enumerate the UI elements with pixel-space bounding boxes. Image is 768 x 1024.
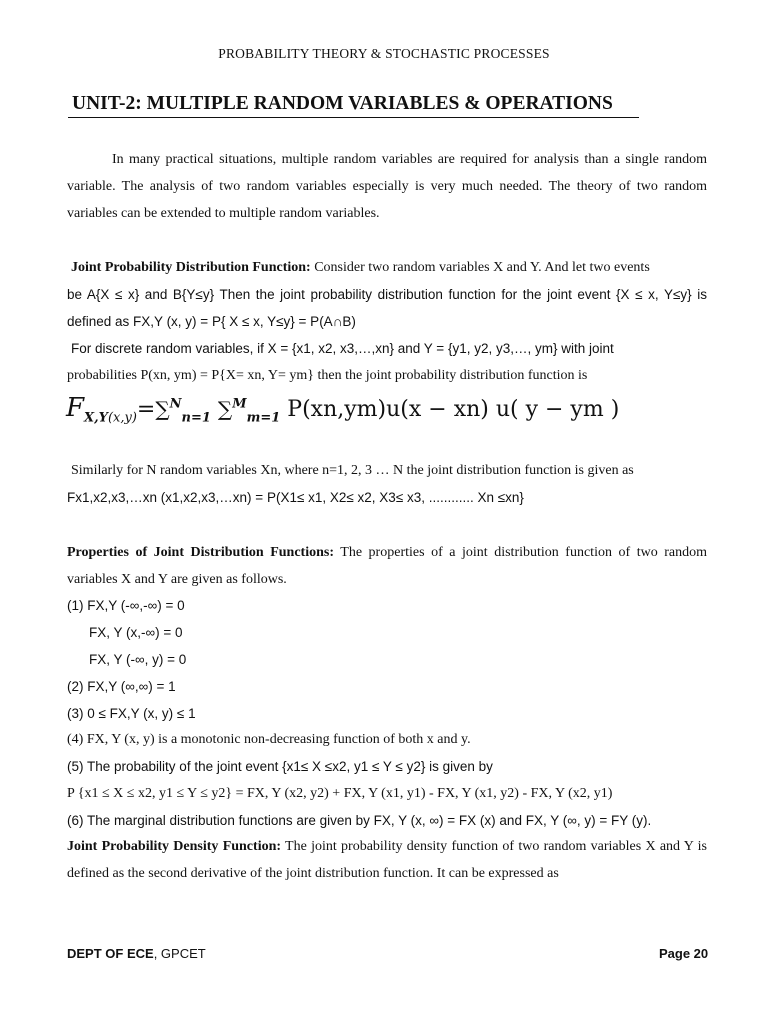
jpdf-heading: Joint Probability Distribution Function:	[71, 260, 311, 275]
formula-sum1: ∑	[155, 397, 170, 421]
formula-sum2: ∑	[217, 397, 233, 421]
properties-heading: Properties of Joint Distribution Functions:	[67, 545, 334, 560]
density-paragraph	[67, 833, 707, 887]
formula-f: F	[66, 393, 85, 423]
properties-paragraph	[67, 539, 707, 593]
property-1b: FX, Y (x,-∞) = 0	[89, 625, 183, 640]
property-5: (5) The probability of the joint event {x1≤ X ≤x2, y1 ≤ Y ≤ y2} is given by	[67, 759, 493, 774]
discrete-text-2: probabilities P(xn, ym) = P{X= xn, Y= ym} then the joint probability distribution function is	[67, 368, 588, 383]
formula-sum2-lower: m=1	[246, 410, 281, 426]
property-1: (1) FX,Y (-∞,-∞) = 0	[67, 598, 185, 613]
property-6: (6) The marginal distribution functions are given by FX, Y (x, ∞) = FX (x) and FX, Y (∞, y) = FY (y).	[67, 813, 652, 828]
unit-title: UNIT-2: MULTIPLE RANDOM VARIABLES & OPERATIONS	[68, 93, 639, 118]
footer-dept-rest: , GPCET	[153, 946, 206, 961]
running-head: PROBABILITY THEORY & STOCHASTIC PROCESSES	[218, 46, 550, 61]
intro-paragraph: In many practical situations, multiple random variables are required for analysis than a single random variable. The analysis of two random variables especially is very much needed. The theory of two random variables can be extended to multiple random variables.	[67, 152, 707, 221]
footer-dept-bold: DEPT OF ECE	[67, 946, 154, 961]
formula-body: P(xn,ym)u(x − xn) u( y − ym )	[287, 397, 620, 422]
formula-sub-args: (x,y)	[107, 410, 137, 426]
property-5-formula: P {x1 ≤ X ≤ x2, y1 ≤ Y ≤ y2} = FX, Y (x2, y2) + FX, Y (x1, y1) - FX, Y (x1, y2) - FX, Y (x2, y1)	[67, 786, 613, 801]
properties-intro-text: The properties of a joint distribution function of two random variables X and Y are given as follows.	[67, 545, 707, 587]
formula-sum2-upper: M	[232, 396, 247, 412]
formula-eq: =	[136, 397, 156, 422]
property-1c: FX, Y (-∞, y) = 0	[89, 652, 187, 667]
density-heading: Joint Probability Density Function:	[67, 839, 282, 854]
property-2: (2) FX,Y (∞,∞) = 1	[67, 679, 176, 694]
property-3: (3) 0 ≤ FX,Y (x, y) ≤ 1	[67, 706, 196, 721]
jpdf-intro-text: Consider two random variables X and Y. And let two events	[310, 260, 650, 275]
formula-sub-xy: X,Y	[84, 410, 108, 426]
discrete-text-1: For discrete random variables, if X = {x1, x2, x3,…,xn} and Y = {y1, y2, y3,…, ym} with joint	[71, 341, 614, 356]
joint-distribution-formula	[66, 393, 619, 429]
n-variables-line1: Similarly for N random variables Xn, where n=1, 2, 3 … N the joint distribution function is given as	[71, 463, 634, 478]
jpdf-paragraph-line1	[67, 254, 707, 281]
footer-page-number: Page 20	[659, 946, 709, 961]
density-text: The joint probability density function of two random variables X and Y is defined as the second derivative of the joint distribution function. It can be expressed as	[67, 839, 708, 881]
jpdf-definition: be A{X ≤ x} and B{Y≤y} Then the joint probability distribution function for the joint event {X ≤ x, Y≤y} is defined as FX,Y (x, y) = P{ X ≤ x, Y≤y} = P(A∩B)	[67, 287, 707, 329]
n-variables-line2: Fx1,x2,x3,…xn (x1,x2,x3,…xn) = P(X1≤ x1, X2≤ x2, X3≤ x3, ............ Xn ≤xn}	[67, 490, 524, 505]
formula-sum1-upper: N	[169, 396, 182, 412]
property-4: (4) FX, Y (x, y) is a monotonic non-decreasing function of both x and y.	[67, 732, 471, 747]
formula-sum1-lower: n=1	[181, 410, 211, 426]
footer-dept	[67, 946, 206, 961]
